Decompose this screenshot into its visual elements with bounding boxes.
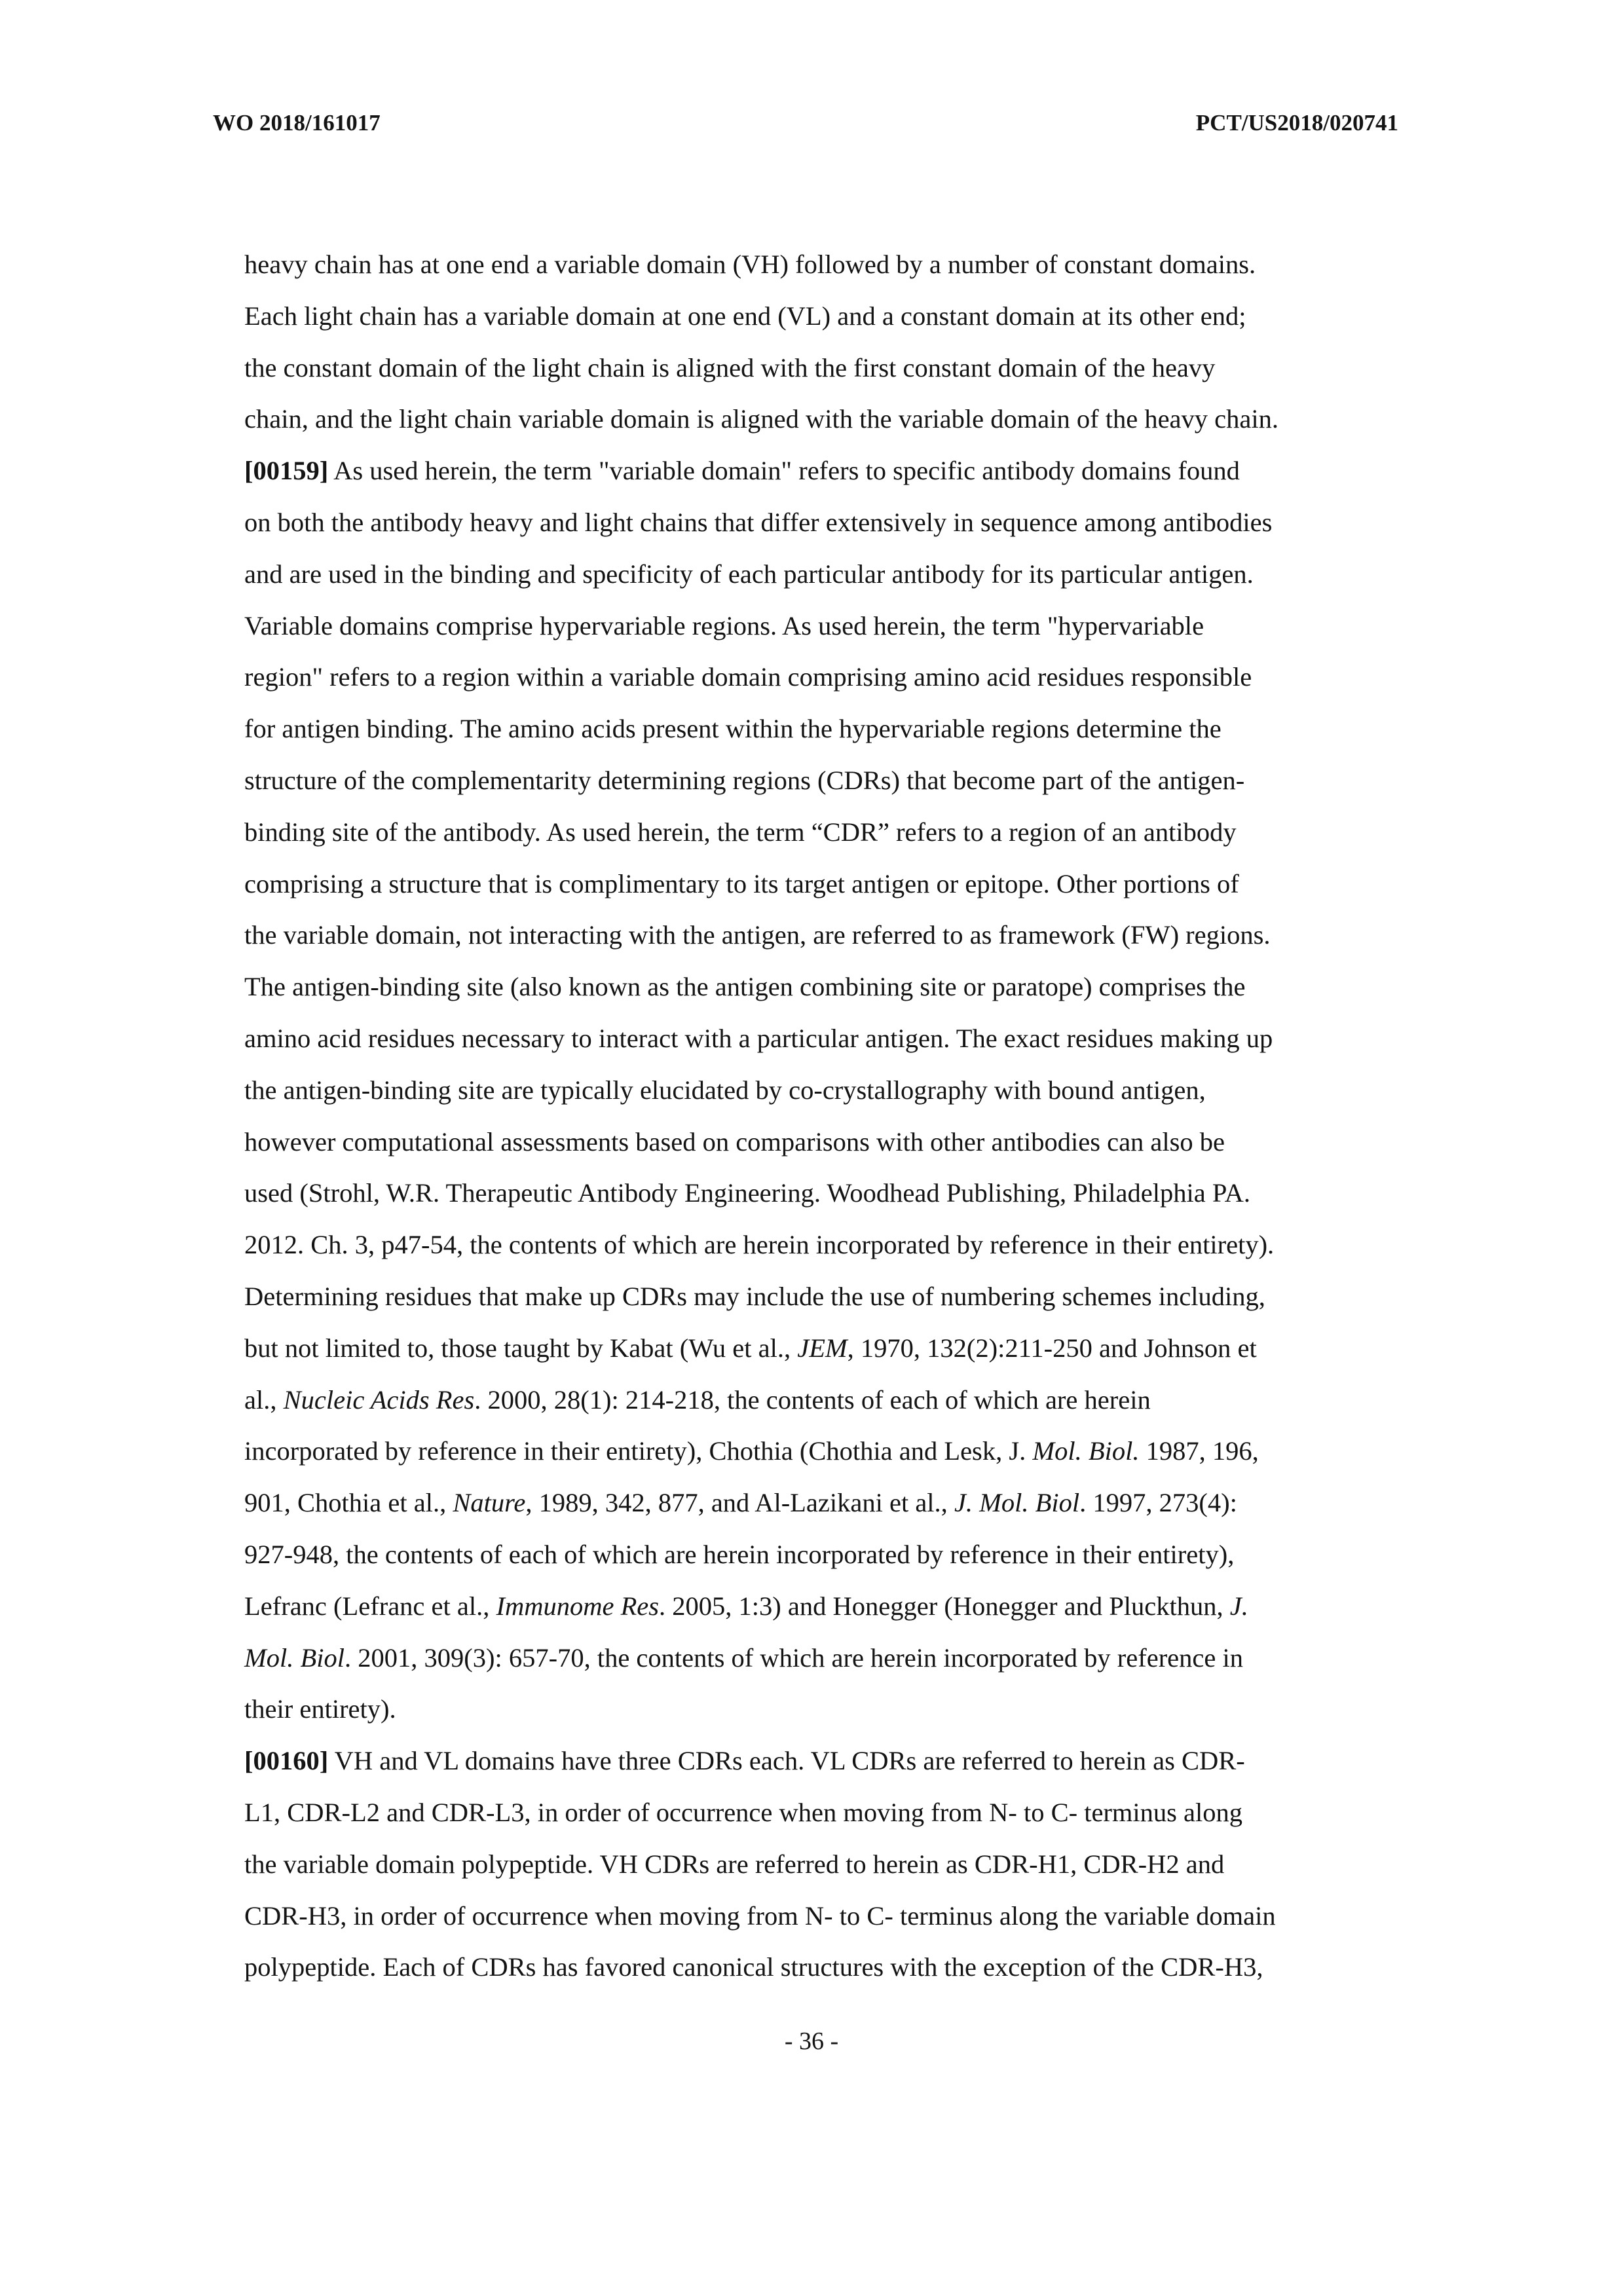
text-line: Variable domains comprise hypervariable regions. As used herein, the term "hypervariable [244,610,1204,640]
page-number: - 36 - [784,2028,839,2055]
application-number: PCT/US2018/020741 [1195,110,1398,136]
text-line: chain, and the light chain variable domain is aligned with the variable domain of the heavy chain. [244,404,1278,434]
journal-title: J. Mol. Biol [954,1488,1080,1518]
journal-title: Mol. Biol. [1032,1436,1140,1466]
text-line: L1, CDR-L2 and CDR-L3, in order of occurrence when moving from N- to C- terminus along [244,1797,1243,1827]
publication-number: WO 2018/161017 [213,110,381,136]
text-line: the variable domain polypeptide. VH CDRs are referred to herein as CDR-H1, CDR-H2 and [244,1849,1225,1879]
text-line: al., Nucleic Acids Res. 2000, 28(1): 214-218, the contents of each of which are herein [244,1384,1151,1415]
paragraph-start-00159: [00159] As used herein, the term "variable domain" refers to specific antibody domains found [244,456,1240,486]
text-line: binding site of the antibody. As used herein, the term “CDR” refers to a region of an antibody [244,817,1237,847]
body-text [244,239,1409,1993]
page-header [213,110,1398,149]
text-line: structure of the complementarity determining regions (CDRs) that become part of the antigen- [244,765,1245,795]
journal-title: J. [1229,1591,1248,1621]
journal-title: JEM [797,1333,848,1363]
text-line: region" refers to a region within a variable domain comprising amino acid residues responsible [244,662,1252,692]
paragraph-start-00160: [00160] VH and VL domains have three CDRs each. VL CDRs are referred to herein as CDR- [244,1746,1245,1776]
text-line: 927-948, the contents of each of which are herein incorporated by reference in their entirety), [244,1539,1235,1569]
text-line: comprising a structure that is complimentary to its target antigen or epitope. Other portions of [244,868,1239,898]
text-line: and are used in the binding and specificity of each particular antibody for its particular antigen. [244,559,1254,589]
text-line: the antigen-binding site are typically elucidated by co-crystallography with bound antigen, [244,1075,1206,1105]
journal-title: Immunome Res [496,1591,660,1621]
text-line: polypeptide. Each of CDRs has favored canonical structures with the exception of the CDR-H3, [244,1952,1263,1982]
text-line: Determining residues that make up CDRs may include the use of numbering schemes including, [244,1281,1265,1311]
text-line: the constant domain of the light chain is aligned with the first constant domain of the heavy [244,352,1216,382]
text-line: amino acid residues necessary to interact with a particular antigen. The exact residues making up [244,1023,1273,1053]
text-line: The antigen-binding site (also known as the antigen combining site or paratope) comprises the [244,972,1246,1002]
text-line: their entirety). [244,1694,396,1724]
text-line: however computational assessments based on comparisons with other antibodies can also be [244,1126,1225,1157]
text-line: Each light chain has a variable domain at one end (VL) and a constant domain at its other end; [244,301,1246,331]
journal-title: Nature [453,1488,526,1518]
text-line: CDR-H3, in order of occurrence when moving from N- to C- terminus along the variable domain [244,1900,1276,1931]
text-line: but not limited to, those taught by Kabat (Wu et al., JEM, 1970, 132(2):211-250 and Johnson et [244,1333,1257,1363]
paragraph-number: [00159] [244,456,329,486]
text-line: incorporated by reference in their entirety), Chothia (Chothia and Lesk, J. Mol. Biol. 1987, 196, [244,1436,1259,1466]
journal-title: Nucleic Acids Res [283,1384,475,1415]
text-line: on both the antibody heavy and light chains that differ extensively in sequence among antibodies [244,507,1273,537]
text-line: 2012. Ch. 3, p47-54, the contents of which are herein incorporated by reference in their entirety). [244,1230,1275,1260]
paragraph-number: [00160] [244,1746,329,1776]
text-line: used (Strohl, W.R. Therapeutic Antibody Engineering. Woodhead Publishing, Philadelphia PA. [244,1178,1251,1208]
text-line: heavy chain has at one end a variable domain (VH) followed by a number of constant domains. [244,250,1256,279]
text-line: for antigen binding. The amino acids present within the hypervariable regions determine the [244,714,1222,744]
text-line: the variable domain, not interacting with the antigen, are referred to as framework (FW) regions. [244,920,1271,950]
text-line: Mol. Biol. 2001, 309(3): 657-70, the contents of which are herein incorporated by reference in [244,1642,1243,1673]
text-line: Lefranc (Lefranc et al., Immunome Res. 2005, 1:3) and Honegger (Honegger and Pluckthun, J. [244,1591,1248,1621]
text-line: 901, Chothia et al., Nature, 1989, 342, 877, and Al-Lazikani et al., J. Mol. Biol. 1997, 273(4): [244,1488,1237,1518]
journal-title: Mol. Biol [244,1642,345,1673]
